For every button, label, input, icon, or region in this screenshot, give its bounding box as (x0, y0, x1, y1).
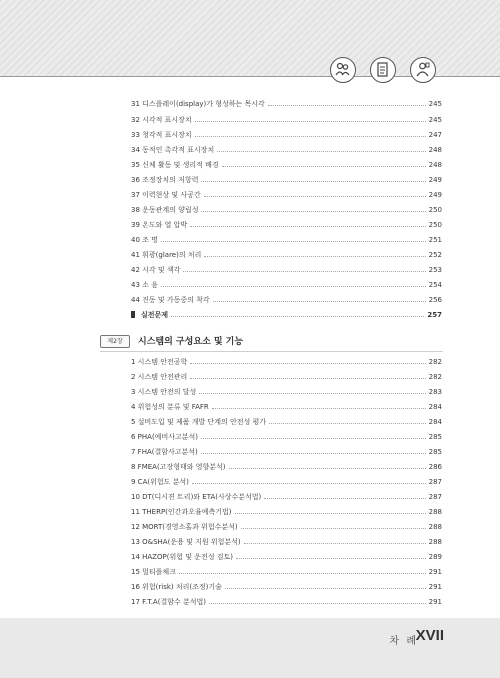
toc-entry[interactable]: 32 시각적 표시장치 245 (131, 116, 442, 124)
toc-entry[interactable]: 13 O&SHA(운용 및 지원 위험분석) 288 (131, 538, 442, 546)
toc-entry[interactable]: 14 HAZOP(위험 및 운전성 검토) 289 (131, 553, 442, 561)
toc-entry[interactable]: 36 조정장치의 저항력 249 (131, 176, 442, 184)
toc-entry-exercise[interactable]: 실전문제 257 (131, 310, 442, 321)
toc-entry[interactable]: 6 PHA(예비사고분석) 285 (131, 433, 442, 441)
toc-entry[interactable]: 37 이력현상 및 사공간 249 (131, 191, 442, 199)
toc-entry[interactable]: 41 휘광(glare)의 처리 252 (131, 251, 442, 259)
toc-entry[interactable]: 35 신체 활동 및 생리적 배경 248 (131, 161, 442, 169)
toc-entry[interactable]: 39 온도와 열 압박 250 (131, 221, 442, 229)
toc-entry[interactable]: 5 설비도입 및 제품 개발 단계의 안전성 평가 284 (131, 418, 442, 426)
toc-entry[interactable]: 4 위험성의 분류 및 FAFR 284 (131, 403, 442, 411)
toc-entry[interactable]: 11 THERP(인간과오율예측기법) 288 (131, 508, 442, 516)
toc-entry[interactable]: 15 멀티플체크 291 (131, 568, 442, 576)
toc-entry[interactable]: 10 DT(디시젼 트리)와 ETA(사상수분석법) 287 (131, 493, 442, 501)
toc-entry[interactable]: 43 소 음 254 (131, 281, 442, 289)
toc-entry[interactable]: 2 시스템 안전관리 282 (131, 373, 442, 381)
toc-entry[interactable]: 38 운동관계의 양립성 250 (131, 206, 442, 214)
toc-entry[interactable]: 33 청각적 표시장치 247 (131, 131, 442, 139)
chapter-divider (100, 351, 443, 352)
toc-entry[interactable]: 3 시스템 안전의 달성 283 (131, 388, 442, 396)
chapter-tag: 제2장 (100, 335, 130, 348)
toc-entry[interactable]: 34 동적인 촉각적 표시장치 248 (131, 146, 442, 154)
toc-entry[interactable]: 7 FHA(결함사고분석) 285 (131, 448, 442, 456)
footer-label: 차 례 (389, 636, 418, 647)
person-icon (410, 57, 436, 83)
document-icon (370, 57, 396, 83)
toc-entry[interactable]: 42 시각 및 색각 253 (131, 266, 442, 274)
toc-entry[interactable]: 12 MORT(경영소홀과 위험수분석) 288 (131, 523, 442, 531)
toc-entry[interactable]: 40 조 명 251 (131, 236, 442, 244)
toc-entry[interactable]: 9 CA(위험도 분석) 287 (131, 478, 442, 486)
bullet-square-icon (131, 311, 135, 318)
page-number: XVII (415, 627, 444, 644)
toc-entry[interactable]: 8 FMEA(고장형태와 영향분석) 286 (131, 463, 442, 471)
toc-entry[interactable]: 17 F.T.A(결함수 분석법) 291 (131, 598, 442, 606)
workers-icon (330, 57, 356, 83)
toc-entry[interactable]: 44 진동 및 가동중의 착각 256 (131, 296, 442, 304)
chapter-title: 시스템의 구성요소 및 기능 (138, 337, 244, 347)
toc-entry[interactable]: 16 위험(risk) 처리(조정)기술 291 (131, 583, 442, 591)
toc-entry[interactable]: 31 디스플레이(display)가 형성하는 목시각 245 (131, 100, 442, 108)
toc-entry[interactable]: 1 시스템 안전공학 282 (131, 358, 442, 366)
